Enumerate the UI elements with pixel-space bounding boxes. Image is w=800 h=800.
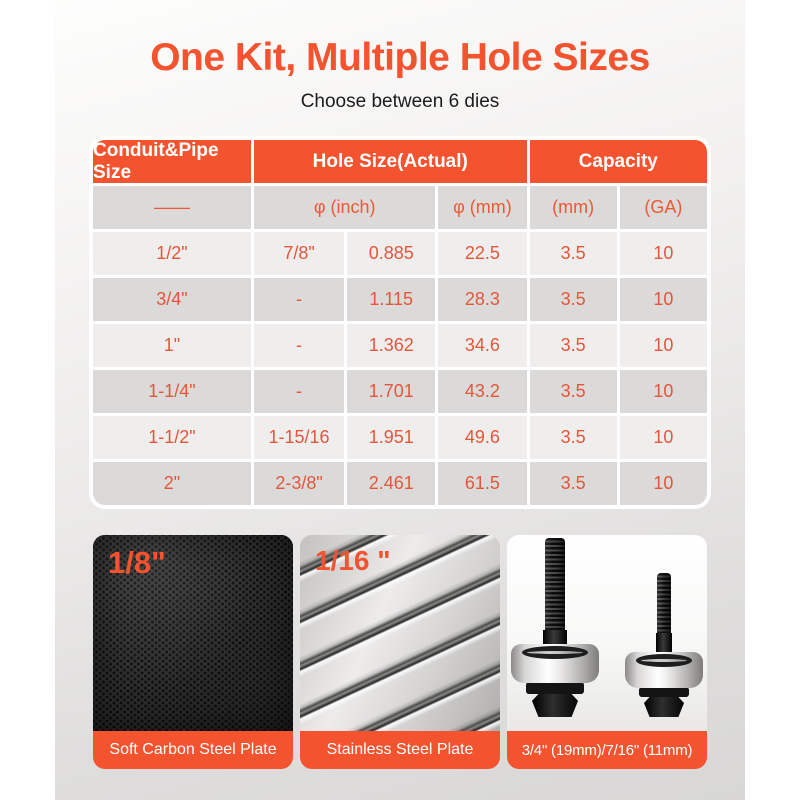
table-cell: 43.2	[438, 370, 526, 413]
material-panels	[93, 535, 707, 769]
table-cell: 2-3/8"	[254, 462, 344, 505]
table-cell: 10	[620, 462, 707, 505]
table-cell: 1-1/2"	[93, 416, 251, 459]
table-cell: 3.5	[530, 232, 617, 275]
table-cell: 10	[620, 416, 707, 459]
table-cell: 3.5	[530, 324, 617, 367]
table-cell: -	[254, 324, 344, 367]
panel-draw-studs	[507, 535, 707, 769]
table-cell: 10	[620, 324, 707, 367]
subheader-dash: ——	[93, 186, 251, 229]
table-cell: -	[254, 278, 344, 321]
bearing-collar	[625, 652, 703, 688]
table-cell: 49.6	[438, 416, 526, 459]
thickness-label: 1/8"	[108, 545, 166, 580]
table-cell: 1"	[93, 324, 251, 367]
thickness-label: 1/16 "	[315, 545, 391, 576]
table-cell: 10	[620, 278, 707, 321]
table-cell: 61.5	[438, 462, 526, 505]
washer	[526, 682, 584, 694]
table-cell: 3/4"	[93, 278, 251, 321]
table-cell: 28.3	[438, 278, 526, 321]
stainless-steel-plate-image	[300, 535, 500, 731]
table-cell: 1-15/16	[254, 416, 344, 459]
table-cell: 3.5	[530, 370, 617, 413]
rod-neck	[656, 633, 672, 653]
draw-studs-image	[507, 535, 707, 731]
draw-stud-small	[625, 573, 703, 717]
subheader-capacity-ga: (GA)	[620, 186, 707, 229]
table-cell: 7/8"	[254, 232, 344, 275]
table-cell: 34.6	[438, 324, 526, 367]
page-title: One Kit, Multiple Hole Sizes	[150, 36, 650, 79]
table-cell: 3.5	[530, 462, 617, 505]
table-cell: 10	[620, 232, 707, 275]
table-cell: 2.461	[347, 462, 435, 505]
table-cell: 3.5	[530, 278, 617, 321]
table-cell: 1/2"	[93, 232, 251, 275]
washer	[639, 687, 689, 697]
subheader-capacity-mm: (mm)	[530, 186, 617, 229]
rod-neck	[543, 630, 567, 645]
table-cell: -	[254, 370, 344, 413]
table-cell: 2"	[93, 462, 251, 505]
table-cell: 3.5	[530, 416, 617, 459]
panel-caption: 3/4" (19mm)/7/16" (11mm)	[507, 731, 707, 769]
table-cell: 1.701	[347, 370, 435, 413]
draw-stud-large	[511, 538, 599, 717]
table-cell: 1-1/4"	[93, 370, 251, 413]
carbon-steel-plate-image	[93, 535, 293, 731]
col-header-hole-size-actual: Hole Size(Actual)	[254, 140, 527, 183]
threaded-rod	[657, 573, 671, 633]
table-cell: 10	[620, 370, 707, 413]
threaded-rod	[545, 538, 565, 630]
hex-nut	[644, 697, 684, 717]
panel-carbon-steel	[93, 535, 293, 769]
table-cell: 1.115	[347, 278, 435, 321]
subheader-phi-inch: φ (inch)	[254, 186, 435, 229]
subheader-phi-mm: φ (mm)	[438, 186, 526, 229]
hole-size-table	[89, 136, 711, 509]
bearing-collar	[511, 644, 599, 683]
draw-studs	[507, 535, 707, 731]
col-header-conduit-pipe-size: Conduit&Pipe Size	[93, 140, 251, 183]
table-cell: 0.885	[347, 232, 435, 275]
page-subtitle: Choose between 6 dies	[300, 91, 500, 112]
table-cell: 22.5	[438, 232, 526, 275]
hex-nut	[532, 694, 578, 717]
panel-caption: Soft Carbon Steel Plate	[93, 731, 293, 769]
panel-caption: Stainless Steel Plate	[300, 731, 500, 769]
table-cell: 1.362	[347, 324, 435, 367]
col-header-capacity: Capacity	[530, 140, 707, 183]
infographic-canvas	[55, 0, 745, 800]
table-cell: 1.951	[347, 416, 435, 459]
panel-stainless-steel	[300, 535, 500, 769]
